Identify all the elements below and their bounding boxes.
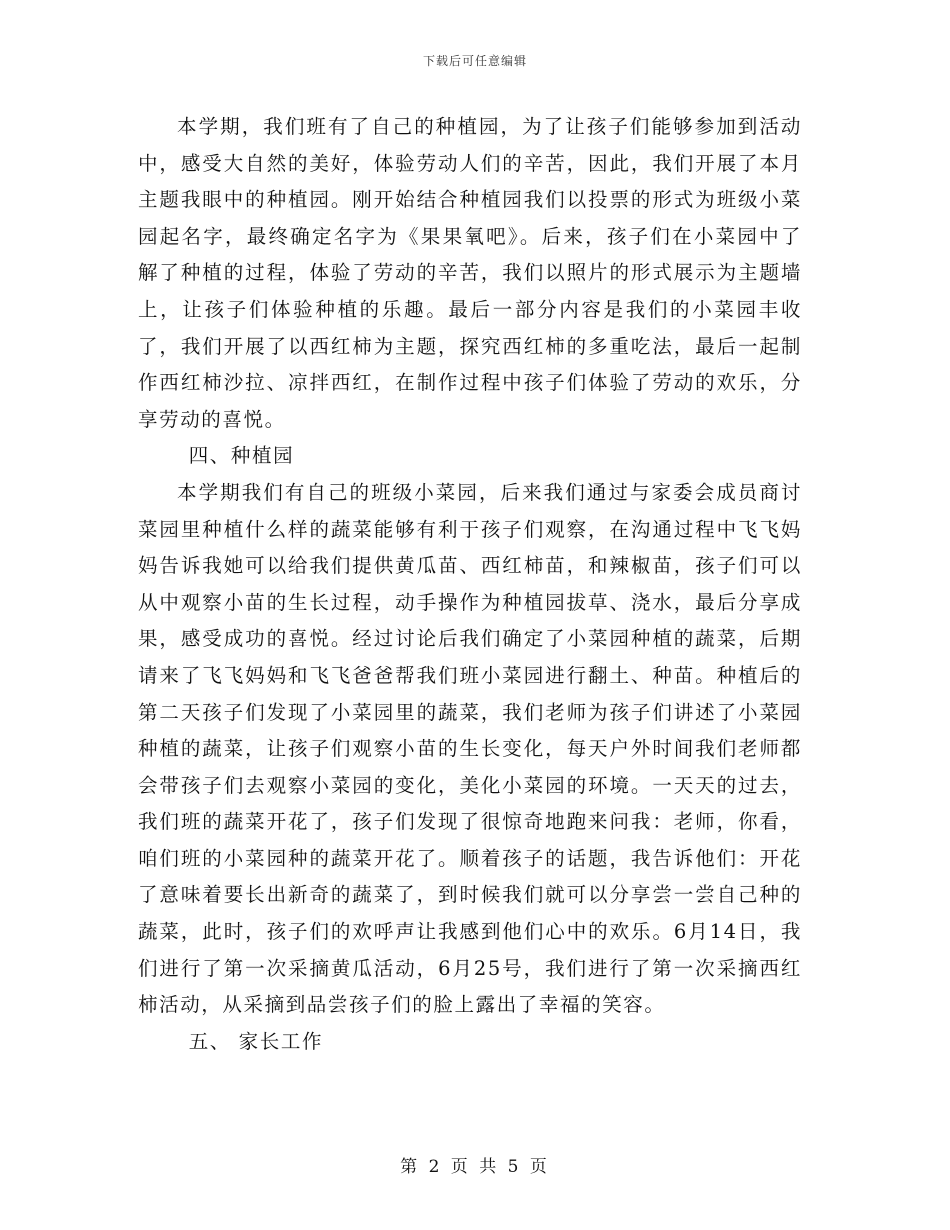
page-header: 下载后可任意编辑 bbox=[422, 54, 527, 68]
section-heading-parent-work: 五、 家长工作 bbox=[188, 1029, 324, 1053]
document-body bbox=[138, 109, 802, 1060]
paragraph-planting-theme: 本学期，我们班有了自己的种植园，为了让孩子们能够参加到活动中，感受大自然的美好，体验劳动人们的辛苦，因此，我们开展了本月主题我眼中的种植园。刚开始结合种植园我们以投票的形式为班级小菜园起名字，最终确定名字为《果果氧吧》。后来，孩子们在小菜园中了解了种植的过程，体验了劳动的辛苦，我们以照片的形式展示为主题墙上，让孩子们体验种植的乐趣。最后一部分内容是我们的小菜园丰收了，我们开展了以西红柿为主题，探究西红柿的多重吃法，最后一起制作西红柿沙拉、凉拌西红，在制作过程中孩子们体验了劳动的欢乐，分享劳动的喜悦。 bbox=[138, 115, 802, 431]
section-heading-planting-garden: 四、种植园 bbox=[188, 444, 295, 468]
paragraph-class-garden: 本学期我们有自己的班级小菜园，后来我们通过与家委会成员商讨菜园里种植什么样的蔬菜能够有利于孩子们观察，在沟通过程中飞飞妈妈告诉我她可以给我们提供黄瓜苗、西红柿苗，和辣椒苗，孩子们可以从中观察小苗的生长过程，动手操作为种植园拔草、浇水，最后分享成果，感受成功的喜悦。经过讨论后我们确定了小菜园种植的蔬菜，后期请来了飞飞妈妈和飞飞爸爸帮我们班小菜园进行翻土、种苗。种植后的第二天孩子们发现了小菜园里的蔬菜，我们老师为孩子们讲述了小菜园种植的蔬菜，让孩子们观察小苗的生长变化，每天户外时间我们老师都会带孩子们去观察小菜园的变化，美化小菜园的环境。一天天的过去，我们班的蔬菜开花了，孩子们发现了很惊奇地跑来问我：老师，你看，咱们班的小菜园种的蔬菜开花了。顺着孩子的话题，我告诉他们：开花了意味着要长出新奇的蔬菜了，到时候我们就可以分享尝一尝自己种的蔬菜，此时，孩子们的欢呼声让我感到他们心中的欢乐。6月14日，我们进行了第一次采摘黄瓜活动，6月25号，我们进行了第一次采摘西红柿活动，从采摘到品尝孩子们的脸上露出了幸福的笑容。 bbox=[138, 480, 802, 1017]
page-number: 第 2 页 共 5 页 bbox=[400, 1157, 550, 1177]
